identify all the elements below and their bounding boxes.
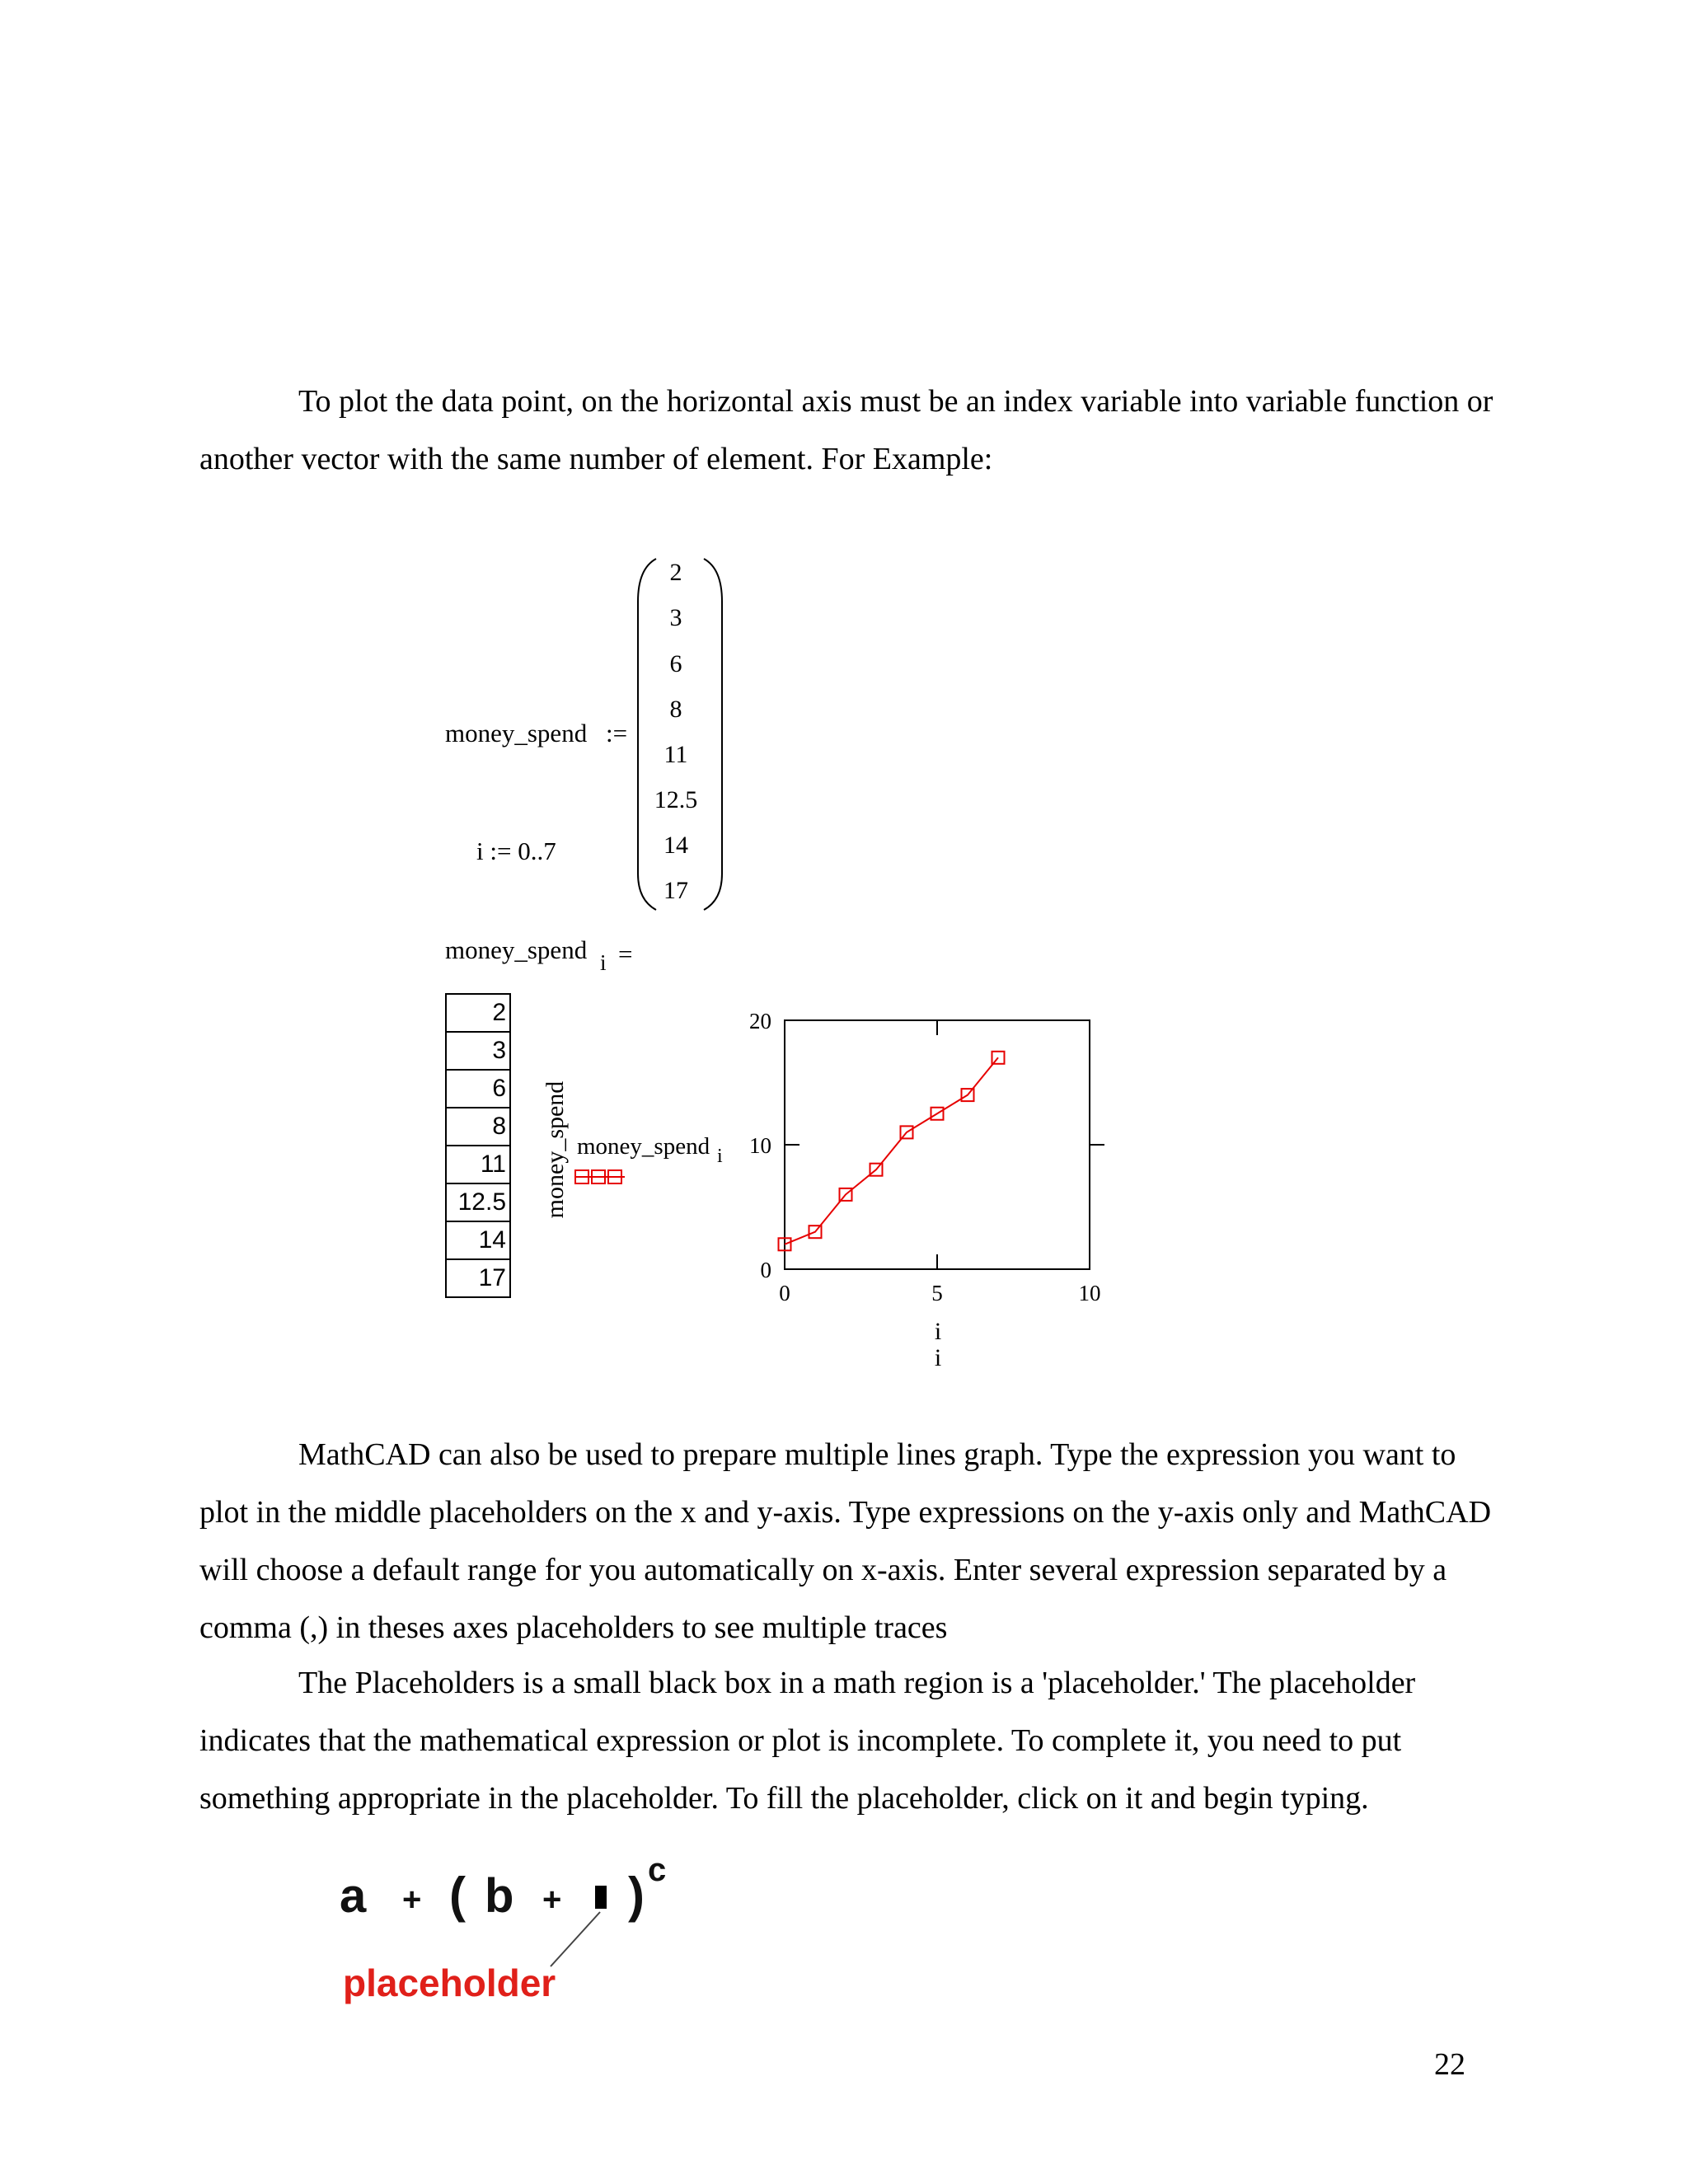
y-tick-label: 0 (760, 1258, 771, 1282)
table-cell: 8 (446, 1108, 510, 1146)
placeholder-box (595, 1886, 607, 1909)
series-line (785, 1057, 998, 1244)
range-definition: i := 0..7 (476, 837, 556, 865)
multiline-paragraph: MathCAD can also be used to prepare multiple lines graph. Type the expression you want to plot in the middle placeholders on the x and y-axis. Type expressions on the y-axis only and MathCAD will choose a default range for you automatically on x-axis. Enter several expression separated by a comma (,) in theses axes placeholders to see multiple traces (199, 1437, 1492, 1645)
y-tick-label: 20 (749, 1009, 771, 1033)
vector-name: money_spend (445, 719, 588, 748)
x-tick-label: 10 (1078, 1281, 1101, 1305)
pointer-line (551, 1912, 600, 1966)
table-cell: 6 (446, 1070, 510, 1108)
table-cell: 14 (446, 1221, 510, 1259)
x-axis-label: i (934, 1318, 942, 1345)
var-b: b (485, 1869, 514, 1923)
vector-element: 3 (669, 604, 682, 631)
y-axis-label: money_spend (542, 1080, 569, 1219)
vector-element: 11 (663, 741, 688, 768)
plus-sign: + (542, 1882, 562, 1918)
x-tick-label: 5 (931, 1281, 943, 1305)
vector-element: 14 (663, 832, 688, 859)
intro-paragraph: To plot the data point, on the horizontal axis must be an index variable into variable function or another vector with the same number of element. For Example: (199, 384, 1493, 476)
vector-element: 2 (669, 559, 682, 586)
table-cell: 17 (446, 1259, 510, 1297)
vector-element: 17 (663, 877, 688, 904)
vector-element: 8 (669, 696, 682, 723)
assign-operator: := (606, 719, 628, 748)
x-axis-label-sub: i (934, 1344, 942, 1371)
vector-element: 12.5 (654, 786, 698, 813)
table-cell: 2 (446, 994, 510, 1032)
eval-name: money_spend (445, 935, 588, 964)
x-tick-label: 0 (779, 1281, 790, 1305)
plus-sign: + (402, 1882, 422, 1918)
table-cell: 3 (446, 1032, 510, 1070)
exponent-c: c (648, 1852, 667, 1888)
page-number: 22 (1434, 2047, 1465, 2082)
table-cell: 12.5 (446, 1183, 510, 1221)
trace-subscript: i (717, 1146, 723, 1167)
placeholder-figure (330, 1846, 709, 2019)
open-paren: ( (449, 1868, 466, 1923)
y-tick-label: 10 (749, 1133, 771, 1158)
placeholder-paragraph: The Placeholders is a small black box in a math region is a 'placeholder.' The placeholder indicates that the mathematical expression or plot is incomplete. To complete it, you need to put something appropriate in the placeholder. To fill the placeholder, click on it and begin typing. (199, 1666, 1416, 1816)
var-a: a (340, 1869, 367, 1923)
vector-element: 6 (669, 650, 682, 677)
plot-frame (785, 1020, 1090, 1269)
eval-operator: = (618, 940, 633, 968)
table-cell: 11 (446, 1146, 510, 1183)
close-paren: ) (628, 1868, 645, 1923)
eval-subscript: i (600, 950, 607, 975)
legend-marker (575, 1170, 625, 1183)
trace-label: money_spend (577, 1133, 710, 1160)
placeholder-label: placeholder (343, 1961, 556, 2004)
